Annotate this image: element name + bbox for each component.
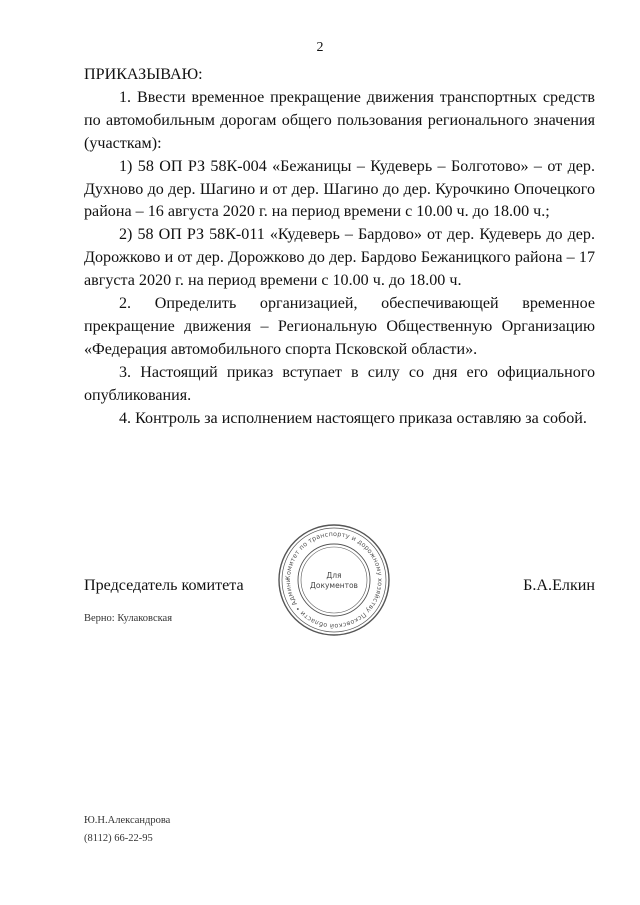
certified-copy-note: Верно: Кулаковская [84, 613, 173, 624]
paragraph-1: 1. Ввести временное прекращение движения транспортных средств по автомобильным дорогам общего пользования регионального значения (участкам): [84, 88, 595, 152]
executor-name: Ю.Н.Александрова [84, 815, 171, 826]
paragraph-1-item-2: 2) 58 ОП РЗ 58К-011 «Кудеверь – Бардово» от дер. Кудеверь до дер. Дорожково и от дер. Дорожково до дер. Бардово Бежаницкого района – 17 августа 2020 г. на период времени с 10.00 ч. до 18.00 ч. [84, 226, 595, 290]
stamp-ring-text: Комитет по транспорту и дорожному хозяйству Псковской области • Админи [283, 529, 385, 631]
signer-title: Председатель комитета [84, 577, 244, 594]
stamp-center-text-1: Для [326, 571, 342, 580]
signature-block [84, 577, 595, 601]
signer-name: Б.А.Елкин [523, 577, 595, 594]
executor-block [84, 812, 170, 848]
order-heading: ПРИКАЗЫВАЮ: [84, 66, 203, 83]
paragraph-3: 3. Настоящий приказ вступает в силу со дня его официального опубликования. [84, 363, 595, 404]
paragraph-2: 2. Определить организацией, обеспечивающей временное прекращение движения – Региональную Общественную Организацию «Федерация автомобильного спорта Псковской области». [84, 295, 595, 358]
executor-phone: (8112) 66-22-95 [84, 833, 153, 844]
paragraph-1-item-1: 1) 58 ОП РЗ 58К-004 «Бежаницы – Кудеверь – Болготово» – от дер. Духново до дер. Шагино и от дер. Шагино до дер. Курочкино Опочецкого района – 16 августа 2020 г. на период времени с 10.00 ч. до 18.00 ч.; [84, 157, 595, 221]
page-number: 2 [316, 40, 324, 55]
document-body [84, 64, 595, 431]
paragraph-4: 4. Контроль за исполнением настоящего приказа оставляю за собой. [119, 409, 587, 427]
stamp-center-text-2: Документов [310, 581, 358, 590]
